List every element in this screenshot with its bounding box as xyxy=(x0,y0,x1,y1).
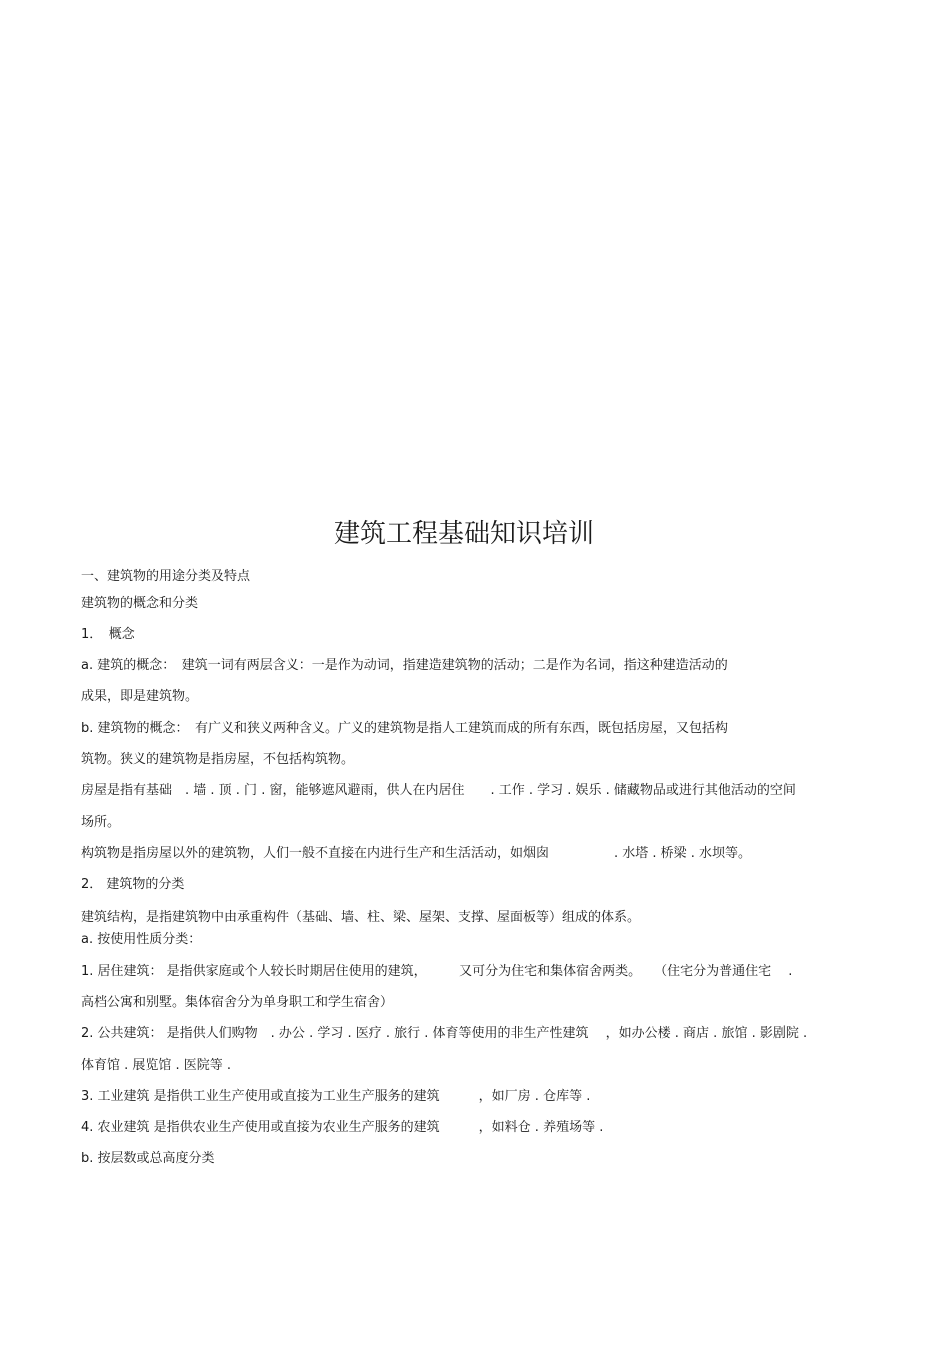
list-item: 1. 居住建筑： 是指供家庭或个人较长时期居住使用的建筑， 又可分为住宅和集体宿舍两类。 （住宅分为普通住宅 . xyxy=(81,964,793,979)
subsection-heading: 建筑物的概念和分类 xyxy=(81,596,199,611)
list-item-continuation: 体育馆 . 展览馆 . 医院等 . xyxy=(81,1058,232,1073)
section-heading: 一、建筑物的用途分类及特点 xyxy=(81,569,251,584)
paragraph-line: 成果，即是建筑物。 xyxy=(81,689,199,704)
paragraph-line: a. 建筑的概念： 建筑一词有两层含义：一是作为动词，指建造建筑物的活动；二是作为名词，指这种建造活动的 xyxy=(81,658,728,673)
paragraph-line: 房屋是指有基础 . 墙 . 顶 . 门 . 窗，能够遮风避雨，供人在内居住 . 工作 . 学习 . 娱乐 . 储藏物品或进行其他活动的空间 xyxy=(81,783,796,798)
list-item: 3. 工业建筑 是指供工业生产使用或直接为工业生产服务的建筑 ，如厂房 . 仓库等 . xyxy=(81,1089,591,1104)
document-title: 建筑工程基础知识培训 xyxy=(333,519,594,549)
list-item-continuation: 高档公寓和别墅。集体宿舍分为单身职工和学生宿舍） xyxy=(81,995,394,1010)
paragraph-line: 建筑结构，是指建筑物中由承重构件（基础、墙、柱、梁、屋架、支撑、屋面板等）组成的体系。 xyxy=(81,910,641,925)
numbered-heading: 1． 概念 xyxy=(81,627,135,642)
list-heading: a. 按使用性质分类： xyxy=(81,932,202,947)
paragraph-line: 场所。 xyxy=(81,815,121,830)
paragraph-line: 筑物。狭义的建筑物是指房屋，不包括构筑物。 xyxy=(81,752,355,767)
numbered-heading: 2． 建筑物的分类 xyxy=(81,877,185,892)
paragraph-line: b. 建筑物的概念： 有广义和狭义两种含义。广义的建筑物是指人工建筑而成的所有东西，既包括房屋，又包括构 xyxy=(81,721,729,736)
list-heading: b. 按层数或总高度分类 xyxy=(81,1151,215,1166)
list-item: 4. 农业建筑 是指供农业生产使用或直接为农业生产服务的建筑 ，如料仓 . 养殖场等 . xyxy=(81,1120,604,1135)
paragraph-line: 构筑物是指房屋以外的建筑物，人们一般不直接在内进行生产和生活活动，如烟囱 . 水塔 . 桥梁 . 水坝等。 xyxy=(81,846,752,861)
list-item: 2. 公共建筑： 是指供人们购物 . 办公 . 学习 . 医疗 . 旅行 . 体育等使用的非生产性建筑 ，如办公楼 . 商店 . 旅馆 . 影剧院 . xyxy=(81,1026,808,1041)
